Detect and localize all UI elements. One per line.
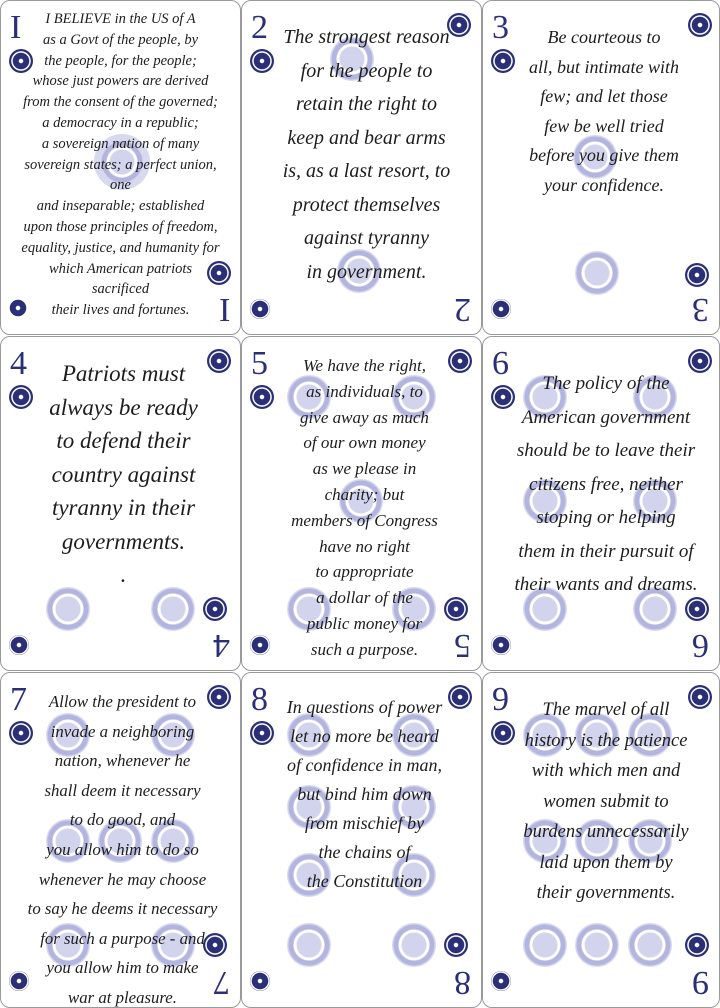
card-6 — [482, 336, 720, 671]
quote-text: We have the right, as individuals, to give away as much of our own money as we please in charity; but members of Congress have no right to appropriate a dollar of the public money for such a purpose. — [291, 356, 438, 659]
card-number-bottom: 4 — [213, 627, 230, 664]
seal-icon — [491, 635, 511, 655]
faded-seal-icon — [575, 923, 619, 967]
seal-icon — [491, 49, 515, 73]
card-number-top: 6 — [492, 345, 509, 382]
seal-icon — [250, 635, 270, 655]
seal-icon — [250, 971, 270, 991]
card-number-bottom: 5 — [454, 627, 471, 664]
faded-seal-icon — [392, 923, 436, 967]
card-number-bottom: 6 — [692, 627, 709, 664]
quote-text: Patriots must always be ready to defend their country against tyranny in their governments. . — [49, 361, 198, 587]
card-number-top: 7 — [10, 681, 27, 718]
card-8 — [241, 672, 482, 1008]
quote-text: Allow the president to invade a neighboring nation, whenever he shall deem it necessary to do good, and you allow him to do so whenever he may choose to say he deems it necessary for such a purpose - and you allow him to make war at pleasure. — [27, 692, 218, 1007]
seal-icon — [685, 263, 709, 287]
card-5 — [241, 336, 482, 671]
card-number-bottom: 3 — [692, 291, 709, 328]
faded-seal-icon — [151, 587, 195, 631]
seal-icon — [685, 933, 709, 957]
seal-icon — [250, 49, 274, 73]
seal-icon — [444, 933, 468, 957]
seal-icon — [491, 971, 511, 991]
card-9 — [482, 672, 720, 1008]
card-number-bottom: 9 — [692, 964, 709, 1001]
card-number-top: 2 — [251, 9, 268, 46]
card-number-bottom: 7 — [213, 964, 230, 1001]
card-number-bottom: 2 — [454, 291, 471, 328]
card-number-bottom: I — [218, 291, 230, 328]
seal-icon — [203, 597, 227, 621]
faded-seal-icon — [46, 587, 90, 631]
faded-seal-icon — [575, 251, 619, 295]
seal-icon — [250, 299, 270, 319]
card-number-top: 3 — [492, 9, 509, 46]
seal-icon — [9, 635, 29, 655]
quote-text: In questions of power let no more be heard of confidence in man, but bind him down from mischief by the chains of the Constitution — [286, 697, 443, 891]
quote-text: The policy of the American government should be to leave their citizens free, neither stoping or helping them in their pursuit of their wants and dreams. — [514, 373, 698, 595]
card-number-top: 8 — [251, 681, 268, 718]
card-number-top: 4 — [10, 345, 27, 382]
seal-icon — [491, 299, 511, 319]
faded-seal-icon — [628, 923, 672, 967]
quote-text: The marvel of all history is the patience with which men and women submit to burdens unnecessarily laid upon them by their governments. — [523, 700, 689, 903]
faded-seal-icon — [287, 923, 331, 967]
quote-text: The strongest reason for the people to retain the right to keep and bear arms is, as a last resort, to protect themselves against tyranny in government. — [282, 26, 451, 283]
card-number-top: 5 — [251, 345, 268, 382]
quote-text: Be courteous to all, but intimate with few; and let those few be well tried before you give them your confidence. — [528, 27, 679, 195]
card-4 — [0, 336, 241, 671]
quote-text: I BELIEVE in the US of A as a Govt of the people, by the people, for the people; whose just powers are derived from the consent of the governed; a democracy in a republic; a sovereign nation of many sovereign states; a perfect union, one and inseparable; established upon those principles of freedom, equality, justice, and humanity for which American patriots sacrificed their lives and fortunes. — [21, 11, 220, 319]
card-number-top: 9 — [492, 681, 509, 718]
card-2 — [241, 0, 482, 335]
card-number-top: I — [10, 9, 22, 46]
faded-seal-icon — [523, 923, 567, 967]
seal-icon — [491, 721, 515, 745]
card-number-bottom: 8 — [454, 964, 471, 1001]
card-7 — [0, 672, 241, 1008]
card-3 — [482, 0, 720, 335]
seal-icon — [9, 385, 33, 409]
card-1 — [0, 0, 241, 335]
